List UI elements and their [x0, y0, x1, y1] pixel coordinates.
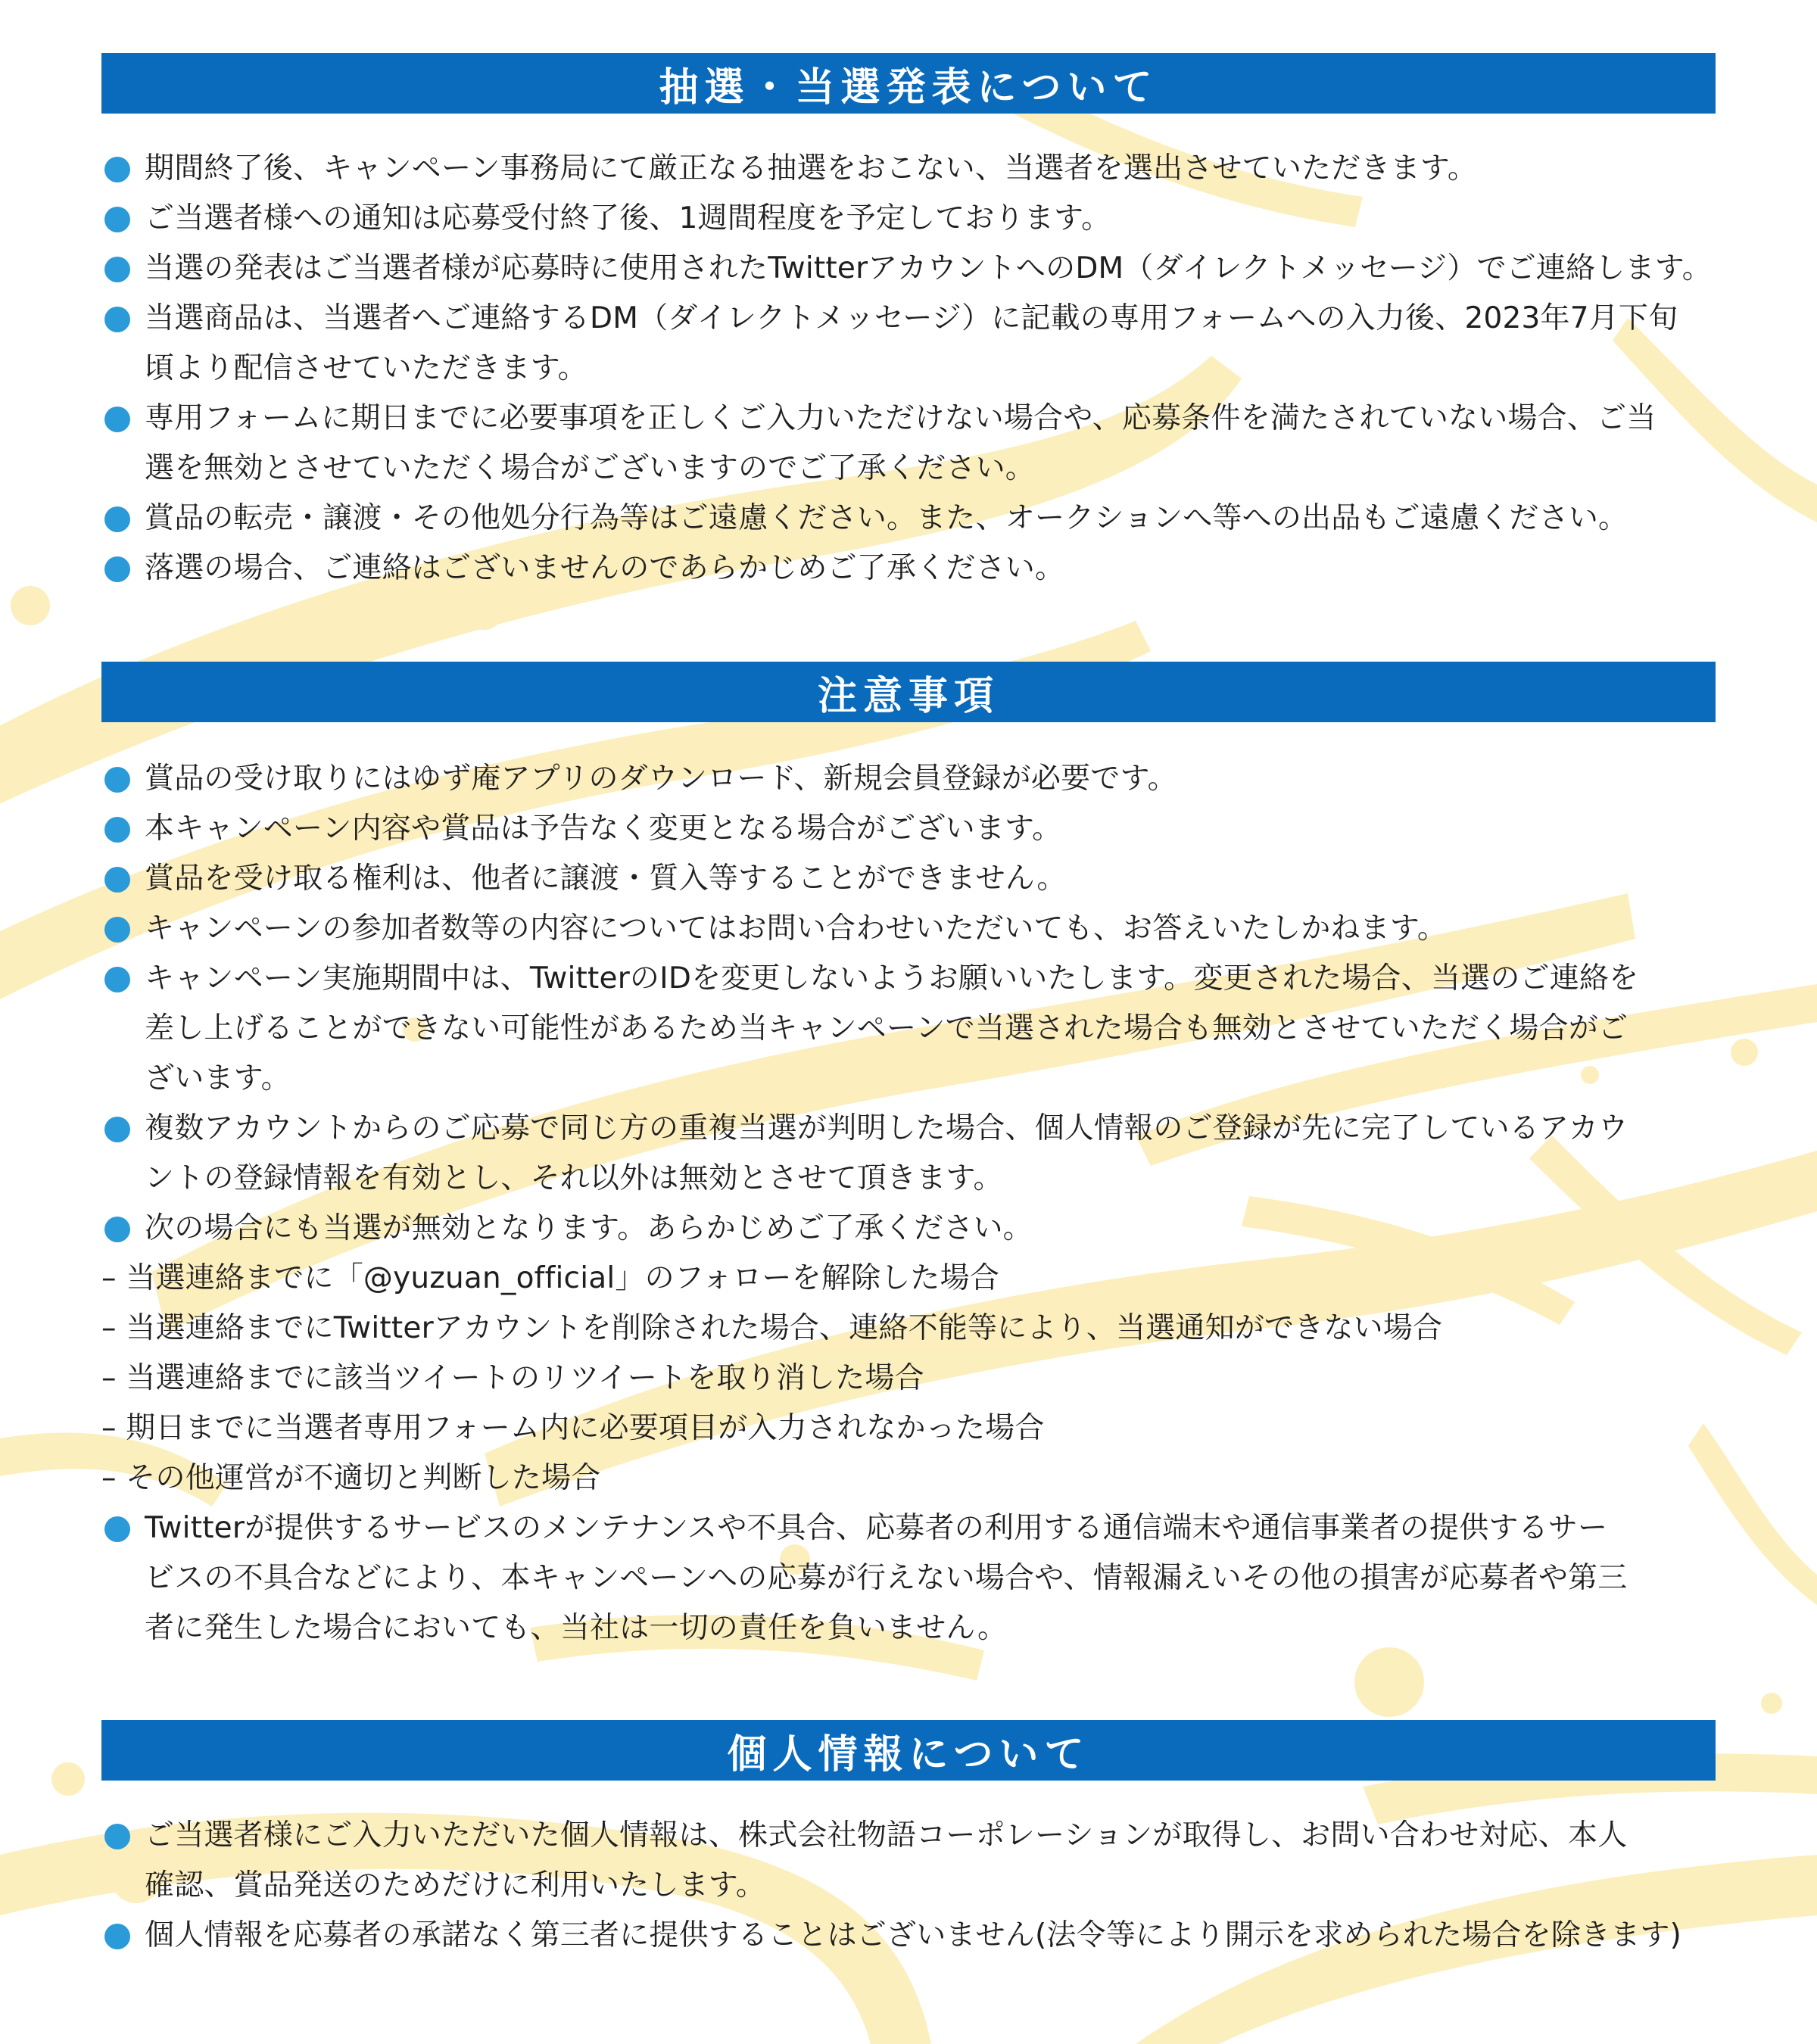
list-item: 落選の場合、ご連絡はございませんのであらかじめご了承ください。	[101, 544, 1716, 594]
bullet-dot-icon	[104, 1924, 130, 1949]
bullet-dot-icon	[104, 407, 130, 432]
list-item: キャンペーンの参加者数等の内容についてはお問い合わせいただいても、お答えいたしかねます。	[101, 904, 1716, 954]
list-item: 賞品を受け取る権利は、他者に譲渡・質入等することができません。	[101, 854, 1716, 904]
list-item: 当選商品は、当選者へご連絡するDM（ダイレクトメッセージ）に記載の専用フォームへの入力後、2023年7月下旬 頃より配信させていただきます。	[101, 294, 1716, 394]
list-item: 個人情報を応募者の承諾なく第三者に提供することはございません(法令等により開示を求められた場合を除きます)	[101, 1911, 1716, 1961]
bullet-dot-icon	[104, 207, 130, 232]
section-header-lottery: 抽選・当選発表について	[101, 53, 1716, 114]
bullet-dot-icon	[104, 506, 130, 532]
list-item: キャンペーン実施期間中は、TwitterのIDを変更しないようお願いいたします。変更された場合、当選のご連絡を 差し上げることができない可能性があるため当キャンペーンで当選された場合も無効とさせていただく場合がご ざいます。	[101, 954, 1716, 1104]
sub-item: – 期日までに当選者専用フォーム内に必要項目が入力されなかった場合	[101, 1411, 1045, 1445]
list-item: 賞品の転売・譲渡・その他処分行為等はご遠慮ください。また、オークションへ等への出品もご遠慮ください。	[101, 494, 1716, 544]
page-content	[101, 53, 1716, 1961]
bullet-dot-icon	[104, 917, 130, 943]
bullet-dot-icon	[104, 1516, 130, 1542]
list-item: ご当選者様にご入力いただいた個人情報は、株式会社物語コーポレーションが取得し、お問い合わせ対応、本人 確認、賞品発送のためだけに利用いたします。	[101, 1811, 1716, 1911]
bullet-dot-icon	[104, 1117, 130, 1142]
list-item: 次の場合にも当選が無効となります。あらかじめご了承ください。	[101, 1204, 1716, 1254]
bullet-list-lottery	[101, 144, 1716, 594]
bullet-dot-icon	[104, 157, 130, 182]
list-item: ご当選者様への通知は応募受付終了後、1週間程度を予定しております。	[101, 194, 1716, 244]
bullet-dot-icon	[104, 817, 130, 843]
list-item: 複数アカウントからのご応募で同じ方の重複当選が判明した場合、個人情報のご登録が先に完了しているアカウ ントの登録情報を有効とし、それ以外は無効とさせて頂きます。	[101, 1104, 1716, 1204]
sub-item: – 当選連絡までにTwitterアカウントを削除された場合、連絡不能等により、当選通知ができない場合	[101, 1311, 1443, 1345]
bullet-dot-icon	[104, 767, 130, 793]
bullet-dot-icon	[104, 967, 130, 992]
bullet-list-privacy	[101, 1811, 1716, 1961]
bullet-dot-icon	[104, 307, 130, 332]
sub-item: – その他運営が不適切と判断した場合	[101, 1461, 601, 1495]
list-item: 期間終了後、キャンペーン事務局にて厳正なる抽選をおこない、当選者を選出させていただきます。	[101, 144, 1716, 194]
sub-item: – 当選連絡までに該当ツイートのリツイートを取り消した場合	[101, 1361, 924, 1395]
list-item: 賞品の受け取りにはゆず庵アプリのダウンロード、新規会員登録が必要です。	[101, 754, 1716, 804]
bullet-list-notes	[101, 754, 1716, 1653]
bullet-dot-icon	[104, 257, 130, 282]
list-item: 専用フォームに期日までに必要事項を正しくご入力いただけない場合や、応募条件を満たされていない場合、ご当 選を無効とさせていただく場合がございますのでご了承ください。	[101, 394, 1716, 494]
list-item: Twitterが提供するサービスのメンテナンスや不具合、応募者の利用する通信端末や通信事業者の提供するサー ビスの不具合などにより、本キャンペーンへの応募が行えない場合や、情報漏えいその他の損害が応募者や第三 者に発生した場合においても、当社は一切の責任を負いません。	[101, 1503, 1716, 1653]
sub-item: – 当選連絡までに「@yuzuan_official」のフォローを解除した場合	[101, 1261, 1000, 1295]
list-item: 本キャンペーン内容や賞品は予告なく変更となる場合がございます。	[101, 804, 1716, 854]
list-item: 当選の発表はご当選者様が応募時に使用されたTwitterアカウントへのDM（ダイレクトメッセージ）でご連絡します。	[101, 244, 1716, 294]
section-header-privacy: 個人情報について	[101, 1720, 1716, 1781]
bullet-dot-icon	[104, 1217, 130, 1242]
bullet-dot-icon	[104, 1824, 130, 1849]
bullet-dot-icon	[104, 556, 130, 582]
bullet-dot-icon	[104, 867, 130, 893]
section-header-notes: 注意事項	[101, 662, 1716, 722]
